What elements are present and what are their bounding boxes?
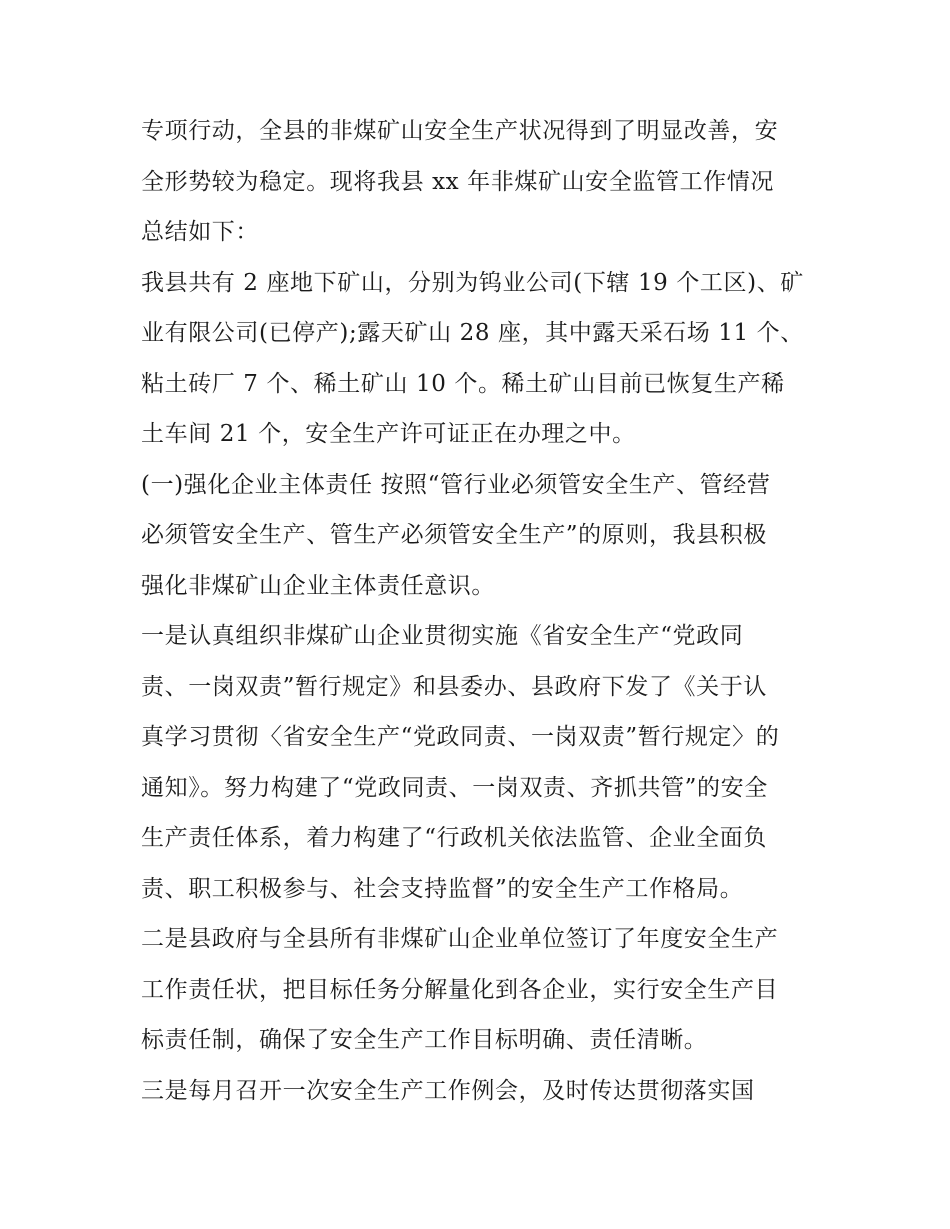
text-line: 业有限公司(已停产);露天矿山 28 座，其中露天采石场 11 个、 [141, 320, 804, 346]
text-line: 一是认真组织非煤矿山企业贯彻实施《省安全生产“党政同 [141, 623, 744, 649]
paragraph-intro [141, 106, 813, 258]
text-line: 强化非煤矿山企业主体责任意识。 [141, 572, 495, 599]
text-line: 土车间 21 个，安全生产许可证正在办理之中。 [141, 421, 636, 447]
text-line: 生产责任体系，着力构建了“行政机关依法监管、企业全面负 [141, 825, 767, 851]
document-body [141, 106, 813, 1116]
text-line: 专项行动，全县的非煤矿山安全生产状况得到了明显改善，安 [141, 118, 779, 144]
paragraph-mine-overview [141, 258, 813, 460]
text-line: 必须管安全生产、管生产必须管安全生产”的原则，我县积极 [141, 522, 767, 548]
paragraph-point-one [141, 611, 813, 914]
text-line: 全形势较为稳定。现将我县 xx 年非煤矿山安全监管工作情况 [141, 168, 774, 195]
text-line: 粘土砖厂 7 个、稀土矿山 10 个。稀土矿山目前已恢复生产稀 [141, 370, 785, 397]
text-line: 责、职工积极参与、社会支持监督”的安全生产工作格局。 [141, 875, 744, 902]
paragraph-point-three [141, 1066, 813, 1117]
paragraph-point-two [141, 914, 813, 1066]
text-line: 我县共有 2 座地下矿山，分别为钨业公司(下辖 19 个工区)、矿 [141, 269, 804, 296]
text-line: 责、一岗双责”暂行规定》和县委办、县政府下发了《关于认 [141, 673, 767, 700]
text-line: 工作责任状，把目标任务分解量化到各企业，实行安全生产目 [141, 976, 779, 1003]
text-line: (一)强化企业主体责任 按照“管行业必须管安全生产、管经营 [141, 471, 771, 498]
text-line: 真学习贯彻〈省安全生产“党政同责、一岗双责”暂行规定〉的 [141, 724, 780, 750]
text-line: 二是县政府与全县所有非煤矿山企业单位签订了年度安全生产 [141, 926, 779, 952]
text-line: 总结如下： [141, 219, 259, 245]
text-line: 三是每月召开一次安全生产工作例会，及时传达贯彻落实国 [141, 1077, 755, 1104]
text-line: 通知》。努力构建了“党政同责、一岗双责、齐抓共管”的安全 [141, 774, 768, 801]
text-line: 标责任制，确保了安全生产工作目标明确、责任清晰。 [141, 1027, 708, 1053]
paragraph-section-heading [141, 460, 813, 612]
